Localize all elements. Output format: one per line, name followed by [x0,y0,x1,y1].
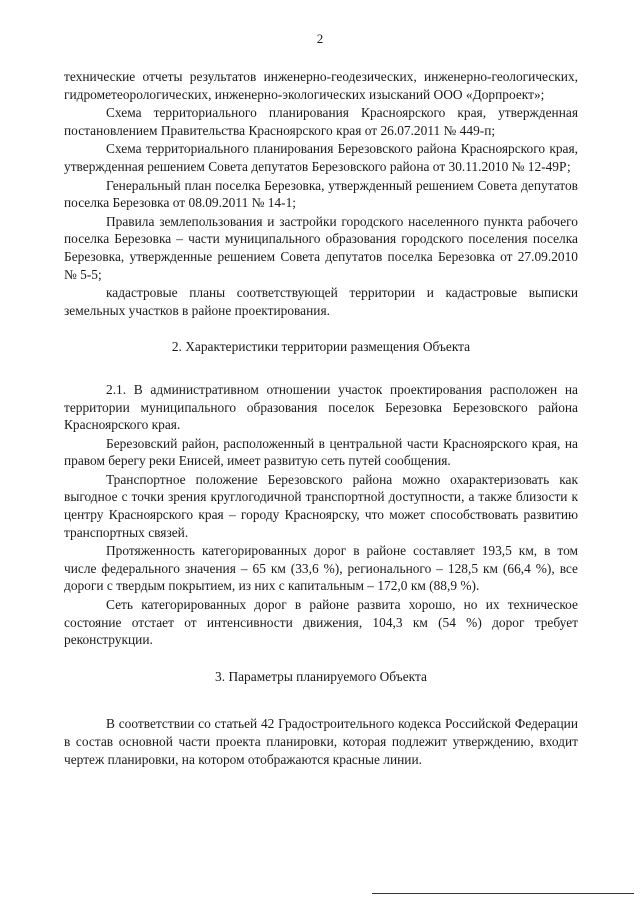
paragraph-transport-position: Транспортное положение Березовского района можно охарактеризовать как выгодное с точки зрения круглогодичной транспортной доступности, а также близости к центру Красноярского края – городу Красноярску, что может способствовать развитию транспортных связей. [64,471,578,540]
paragraph-article-42: В соответствии со статьей 42 Градостроительного кодекса Российской Федерации в состав основной части проекта планировки, которая подлежит утверждению, входит чертеж планировки, на котором отображаются красные линии. [64,716,578,767]
paragraph-berezovsky-territorial-plan: Схема территориального планирования Березовского района Красноярского края, утвержденная решением Совета депутатов Березовского района от 30.11.2010 № 12-49Р; [64,141,578,174]
paragraph-krasnoyarsk-territorial-plan: Схема территориального планирования Красноярского края, утвержденная постановлением Правительства Красноярского края от 26.07.2011 № 449-п; [64,105,578,138]
document-body [64,68,578,769]
section-2-heading: 2. Характеристики территории размещения Объекта [171,339,471,355]
paragraph-2-1-location: 2.1. В административном отношении участок проектирования расположен на территории муниципального образования поселок Березовка Березовского района Красноярского края. [64,381,578,433]
paragraph-technical-reports: технические отчеты результатов инженерно-геодезических, инженерно-геологических, гидрометеорологических, инженерно-экологических изысканий ООО «Дорпроект»; [64,69,578,102]
paragraph-general-plan: Генеральный план поселка Березовка, утвержденный решением Совета депутатов поселка Березовка от 08.09.2011 № 14-1; [64,177,578,211]
paragraph-cadastral-plans: кадастровые планы соответствующей территории и кадастровые выписки земельных участков в районе проектирования. [64,285,578,318]
paragraph-land-use-rules: Правила землепользования и застройки городского населенного пункта рабочего поселка Березовка – части муниципального образования городского поселения поселка Березовка, утвержденные решением Совета депутатов поселка Березовка от 27.09.2010 № 5-5; [64,213,578,282]
paragraph-road-condition: Сеть категорированных дорог в районе развита хорошо, но их техническое состояние отстает от интенсивности движения, 104,3 км (54 %) дорог требует реконструкции. [64,597,578,648]
page-number: 2 [316,31,324,46]
paragraph-road-length: Протяженность категорированных дорог в районе составляет 193,5 км, в том числе федерального значения – 65 км (33,6 %), регионального – 128,5 км (66,4 %), все дороги с твердым покрытием, из них с капитальным – 172,0 км (88,9 %). [64,543,578,594]
footer-rule [372,893,634,894]
paragraph-district-description: Березовский район, расположенный в центральной части Красноярского края, на правом берегу реки Енисей, имеет развитую сеть путей сообщения. [64,435,578,469]
section-3-heading: 3. Параметры планируемого Объекта [215,668,427,684]
